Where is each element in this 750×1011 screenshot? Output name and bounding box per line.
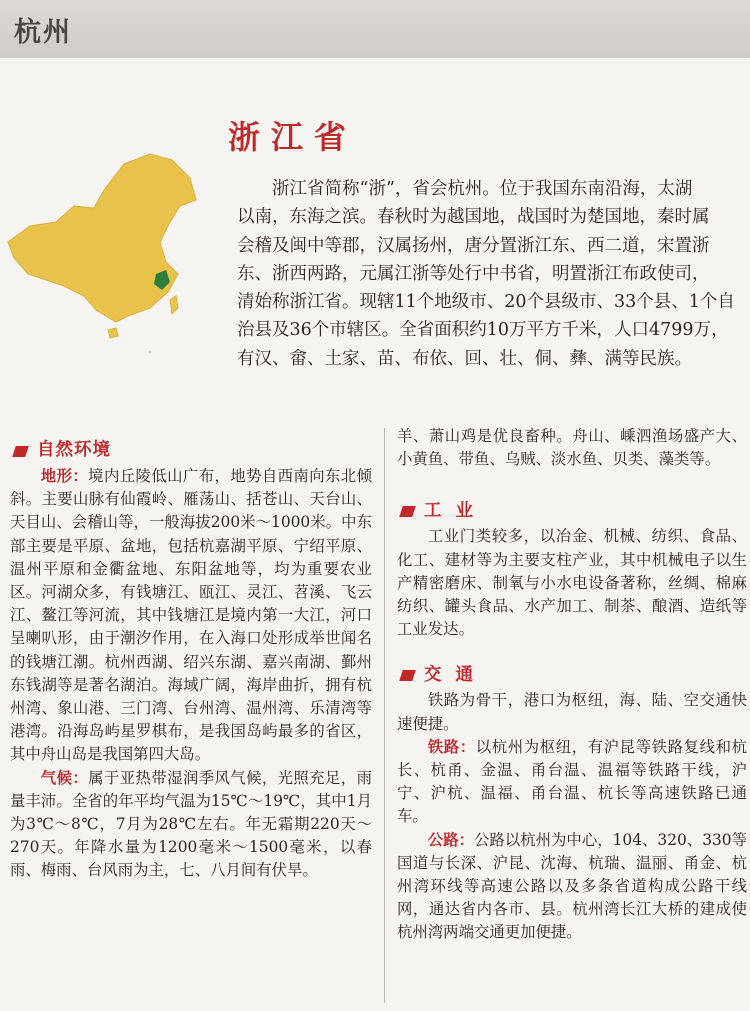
- industry-section-heading: [401, 497, 747, 525]
- intro-line: 会稽及闽中等郡，汉属扬州，唐分置浙江东、西二道，宋置浙: [237, 235, 710, 256]
- intro-line: 治县及36个市辖区。全省面积约10万平方千米，人口4799万，: [237, 320, 729, 341]
- highway-label: 公路：: [427, 830, 475, 849]
- province-title: 浙江省: [228, 118, 358, 156]
- terrain-label: 地形：: [40, 467, 89, 485]
- highway-text: 公路以杭州为中心，104、320、330等国道与长深、沪昆、沈海、杭瑞、温丽、甬金、杭州湾环线等高速公路以及多条省道构成公路干线网，通达省内各市、县。杭州湾长江大桥的建成使杭州湾两端交通更加便捷。: [397, 830, 747, 942]
- intro-line: 以南，东海之滨。春秋时为越国地，战国时为楚国地，秦时属: [237, 207, 710, 228]
- china-map-land: [8, 154, 196, 322]
- section-marker-icon: [12, 446, 29, 457]
- section-marker-icon: [399, 506, 416, 517]
- terrain-text: 境内丘陵低山广布，地势自西南向东北倾斜。主要山脉有仙霞岭、雁荡山、括苍山、天台山、天目山、会稽山等，一般海拔200米～1000米。中东部主要是平原、盆地，包括杭嘉湖平原、宁绍平原、温州平原和金衢盆地、东阳盆地等，均为重要农业区。河湖众多，有钱塘江、瓯江、灵江、苕溪、飞云江、鳌江等河流，其中钱塘江是境内第一大江，河口呈喇叭形，由于潮汐作用，在入海口处形成举世闻名的钱塘江潮。杭州西湖、绍兴东湖、嘉兴南湖、鄞州东钱湖等是著名湖泊。海域广阔，海岸曲折，拥有杭州湾、象山港、三门湾、台州湾、温州湾、乐清湾等港湾。沿海岛屿星罗棋布，是我国岛屿最多的省区，其中舟山岛是我国第四大岛。: [10, 467, 372, 764]
- column-divider: [384, 428, 385, 1003]
- climate-paragraph: [10, 767, 372, 883]
- highway-paragraph: [397, 829, 747, 945]
- taiwan-island: [170, 296, 178, 314]
- agriculture-continued: 羊、萧山鸡是优良畜种。舟山、嵊泗渔场盛产大、小黄鱼、带鱼、乌贼、淡水鱼、贝类、藻类等。: [397, 427, 747, 469]
- industry-heading-text: 工业: [424, 500, 487, 521]
- transport-intro: 铁路为骨干，港口为枢纽，海、陆、空交通快速便捷。: [397, 691, 747, 733]
- nature-heading-text: 自然环境: [37, 440, 111, 461]
- climate-label: 气候：: [40, 768, 89, 787]
- nature-section-heading: [14, 437, 372, 465]
- right-column: [397, 425, 747, 945]
- industry-paragraph: 工业门类较多，以冶金、机械、纺织、食品、化工、建材等为主要支柱产业，其中机械电子以生产精密磨床、制氧与小水电设备著称，丝绸、棉麻纺织、罐头食品、水产加工、制茶、酿酒、造纸等工业发达。: [397, 527, 747, 639]
- china-map: [0, 150, 215, 360]
- province-intro: [237, 175, 750, 373]
- intro-line: 浙江省简称“浙”，省会杭州。位于我国东南沿海，太湖: [237, 179, 693, 199]
- intro-line: 东、浙西两路，元属江浙等处行中书省，明置浙江布政使司，: [237, 263, 710, 284]
- header-band: [0, 0, 750, 58]
- railway-text: 以杭州为枢纽，有沪昆等铁路复线和杭长、杭甬、金温、甬台温、温福等铁路干线，沪宁、沪杭、温福、甬台温、杭长等高速铁路已通车。: [397, 737, 747, 826]
- climate-text: 属于亚热带湿润季风气候，光照充足，雨量丰沛。全省的年平均气温为15℃～19℃，其中1月为3℃～8℃，7月为28℃左右。年无霜期220天～270天。年降水量为1200毫米～1500毫米，以春雨、梅雨、台风雨为主，七、八月间有伏旱。: [10, 768, 372, 880]
- section-marker-icon: [399, 670, 416, 681]
- page-header-title: 杭州: [14, 17, 72, 48]
- railway-paragraph: [397, 736, 747, 829]
- terrain-paragraph: [10, 465, 372, 767]
- transport-section-heading: [401, 661, 747, 689]
- intro-line: 清始称浙江省。现辖11个地级市、20个县级市、33个县、1个自: [237, 292, 735, 313]
- transport-heading-text: 交通: [424, 664, 487, 685]
- railway-label: 铁路：: [427, 737, 476, 756]
- hainan-island: [108, 328, 118, 338]
- left-column: [10, 437, 372, 883]
- scs-island-dot: [149, 351, 152, 354]
- intro-line: 有汉、畲、土家、苗、布依、回、壮、侗、彝、满等民族。: [237, 348, 692, 369]
